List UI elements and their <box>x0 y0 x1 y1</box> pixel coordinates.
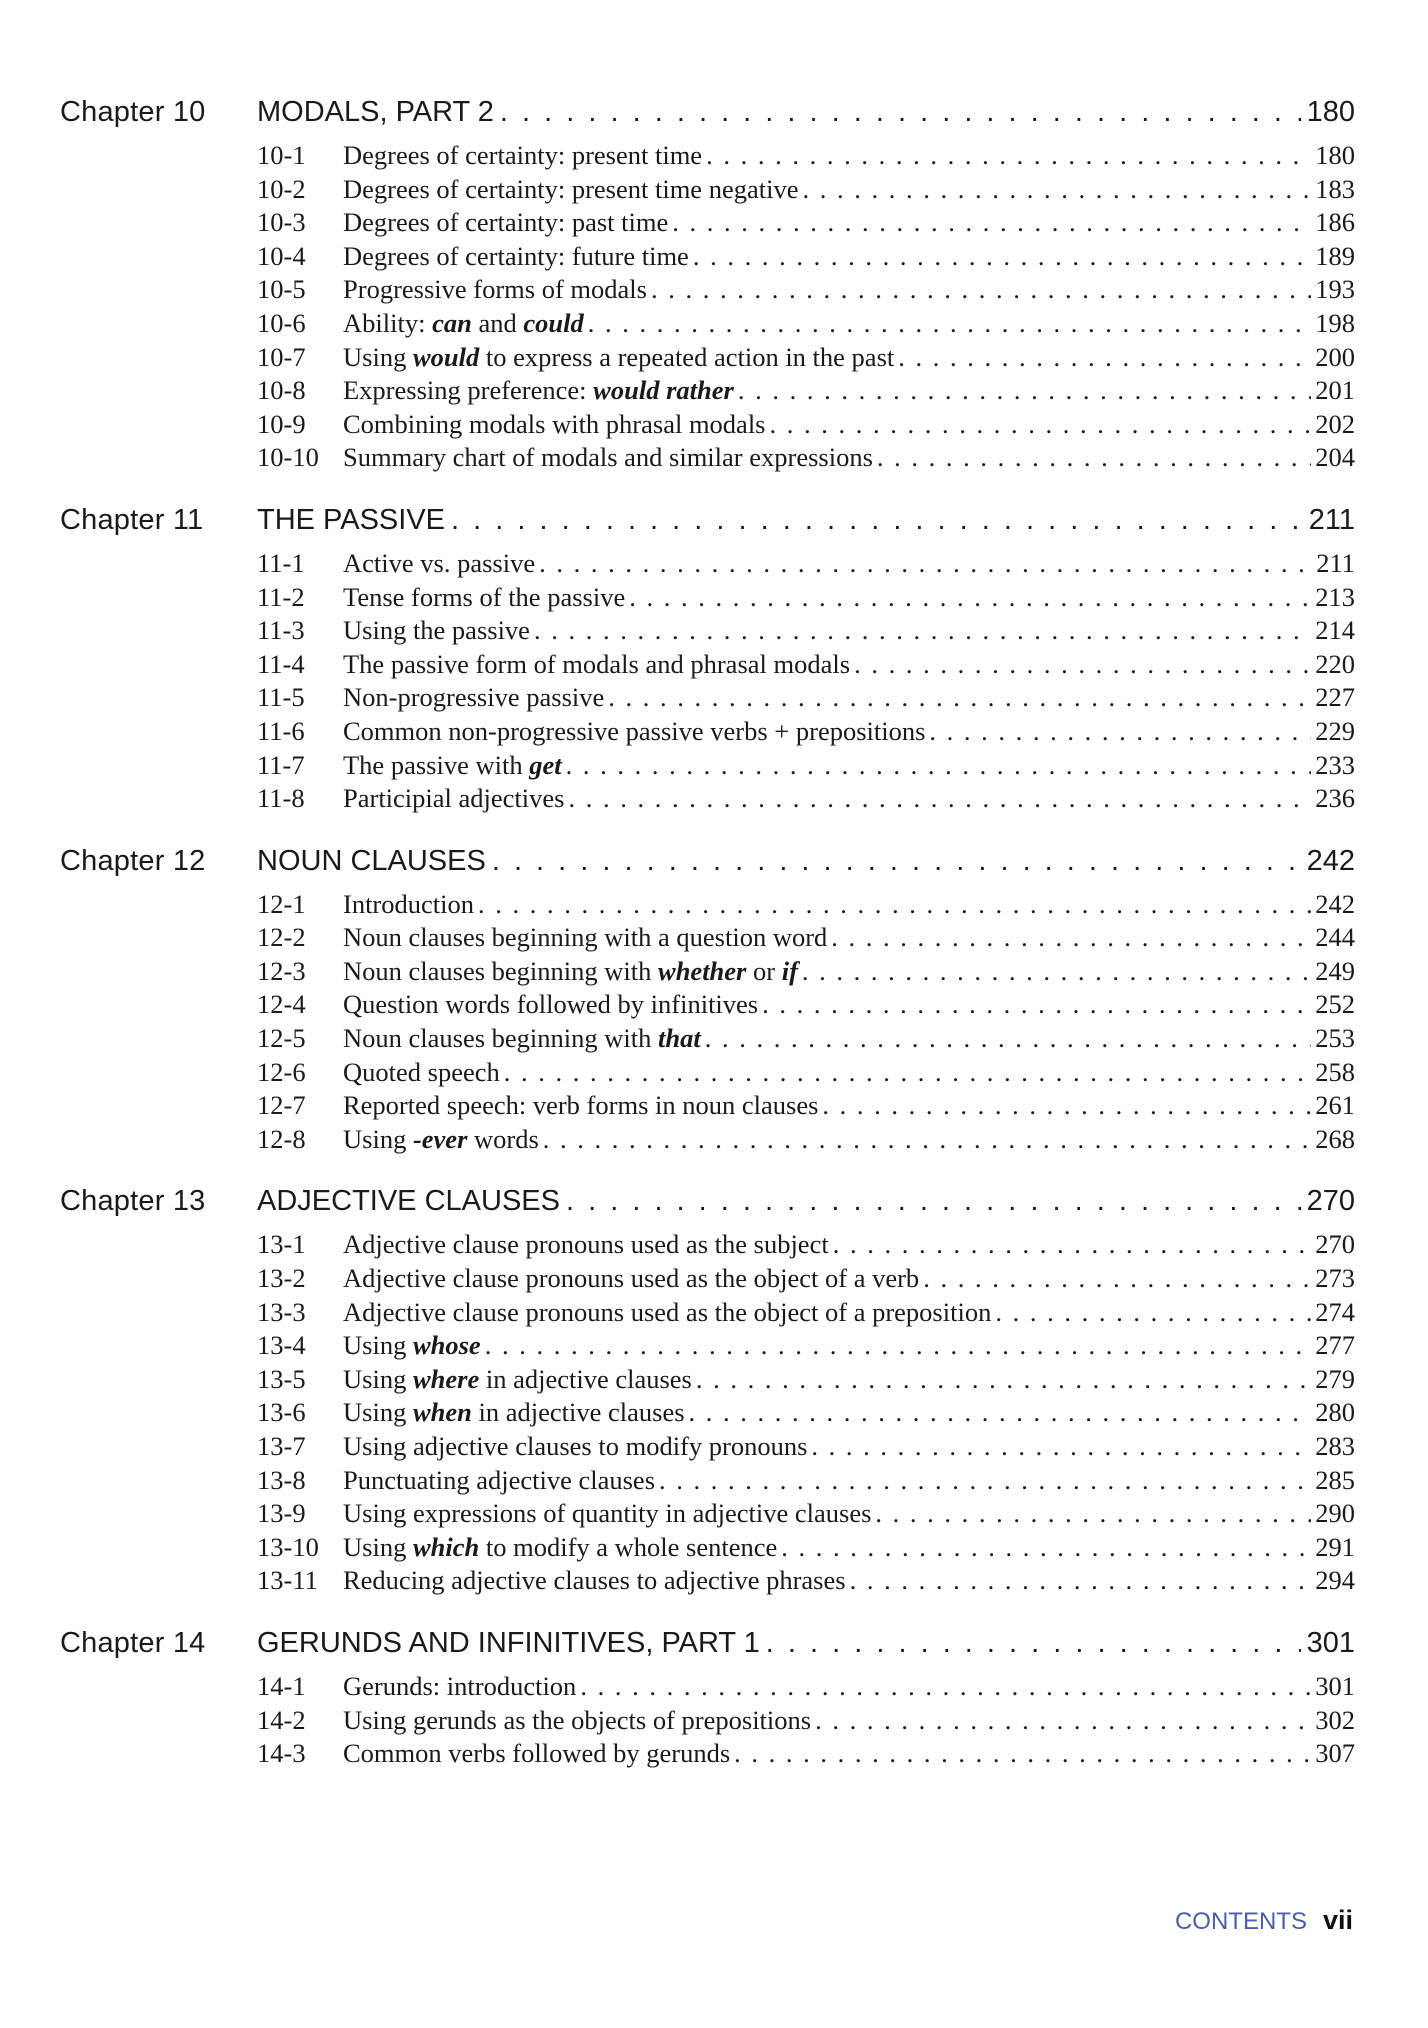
section-title-text: Using <box>343 1123 413 1154</box>
section-page-number: 242 <box>1315 888 1355 919</box>
section-number: 12-6 <box>257 1056 306 1087</box>
section-title <box>343 682 604 713</box>
section-title-text: Reported speech: verb forms in noun clauses <box>343 1090 819 1121</box>
dot-leader <box>451 504 1303 537</box>
section-title <box>343 1263 919 1294</box>
dot-leader <box>734 1738 1311 1769</box>
dot-leader <box>833 1229 1312 1260</box>
section-title-text: Adjective clause pronouns used as the object of a preposition <box>343 1296 992 1327</box>
dot-leader <box>566 750 1312 781</box>
section-number: 13-3 <box>257 1296 306 1327</box>
section-title <box>343 1057 500 1088</box>
section-page-number: 180 <box>1315 140 1355 170</box>
dot-leader <box>696 1364 1311 1395</box>
section-title <box>343 1738 730 1769</box>
section-title-text: to modify a whole sentence <box>479 1531 778 1562</box>
section-number: 13-9 <box>257 1498 306 1529</box>
dot-leader <box>898 342 1311 373</box>
page-footer <box>1175 1905 1353 1936</box>
section-title-text: to express a repeated action in the past <box>479 341 895 372</box>
chapter-label: Chapter 11 <box>60 503 204 536</box>
section-page-number: 273 <box>1315 1263 1355 1294</box>
dot-leader <box>923 1263 1311 1294</box>
section-title <box>343 649 850 680</box>
section-entry <box>257 1330 1355 1364</box>
section-number: 11-7 <box>257 749 305 780</box>
table-of-contents <box>60 96 1355 1800</box>
section-page-number: 244 <box>1315 922 1355 953</box>
emphasized-term: would <box>412 341 480 372</box>
section-number: 11-8 <box>257 783 305 814</box>
section-entry <box>257 783 1355 817</box>
section-entry <box>257 989 1355 1023</box>
section-number: 13-11 <box>257 1565 318 1596</box>
dot-leader <box>492 845 1301 878</box>
section-number: 12-5 <box>257 1023 306 1054</box>
section-number: 10-8 <box>257 375 306 406</box>
section-title-text: Noun clauses beginning with <box>343 955 659 986</box>
section-title <box>343 783 565 814</box>
dot-leader <box>500 96 1301 129</box>
section-title-text: Degrees of certainty: future time <box>343 240 689 271</box>
page-number: vii <box>1322 1905 1353 1935</box>
dot-leader <box>566 1185 1301 1218</box>
section-title-text: Using <box>343 1531 413 1562</box>
chapter-entry <box>60 845 1355 1158</box>
section-entry <box>257 1431 1355 1465</box>
section-title-text: in adjective clauses <box>479 1363 692 1394</box>
section-number: 13-6 <box>257 1397 306 1428</box>
section-page-number: 258 <box>1315 1056 1355 1087</box>
chapter-title: ADJECTIVE CLAUSES <box>257 1185 560 1218</box>
dot-leader <box>738 375 1311 406</box>
chapter-heading <box>60 1627 1355 1671</box>
section-title <box>343 615 530 646</box>
section-page-number: 249 <box>1315 955 1355 986</box>
section-title-text: Using <box>343 1330 413 1361</box>
emphasized-term: whose <box>412 1330 481 1361</box>
section-page-number: 201 <box>1315 375 1355 406</box>
dot-leader <box>822 1090 1311 1121</box>
section-page-number: 213 <box>1315 581 1355 612</box>
section-page-number: 280 <box>1315 1397 1355 1428</box>
dot-leader <box>504 1057 1312 1088</box>
dot-leader <box>659 1465 1311 1496</box>
chapter-page-number: 301 <box>1306 1626 1355 1659</box>
section-title-text: Common non-progressive passive verbs + prepositions <box>343 715 926 746</box>
section-entry <box>257 207 1355 241</box>
dot-leader <box>802 174 1311 205</box>
section-title-text: Ability: <box>343 307 433 338</box>
chapter-label: Chapter 13 <box>60 1185 206 1218</box>
section-entry <box>257 649 1355 683</box>
section-list <box>60 1229 1355 1599</box>
section-page-number: 277 <box>1315 1330 1355 1361</box>
section-number: 13-2 <box>257 1263 306 1294</box>
chapter-entry <box>60 1627 1355 1772</box>
section-page-number: 285 <box>1315 1464 1355 1495</box>
dot-leader <box>588 308 1312 339</box>
section-page-number: 279 <box>1315 1363 1355 1394</box>
section-entry <box>257 308 1355 342</box>
section-page-number: 204 <box>1315 442 1355 473</box>
section-entry <box>257 1297 1355 1331</box>
section-entry <box>257 716 1355 750</box>
section-entry <box>257 241 1355 275</box>
chapter-title: MODALS, PART 2 <box>257 96 494 128</box>
dot-leader <box>569 783 1312 814</box>
chapter-heading <box>60 1185 1355 1229</box>
section-number: 10-2 <box>257 173 306 204</box>
section-entry <box>257 1671 1355 1705</box>
section-title-text: Using <box>343 1397 413 1428</box>
section-number: 12-7 <box>257 1090 306 1121</box>
chapter-title: THE PASSIVE <box>257 503 446 536</box>
section-title <box>343 1431 807 1462</box>
dot-leader <box>706 140 1311 171</box>
section-title <box>343 1229 829 1260</box>
section-entry <box>257 1738 1355 1772</box>
section-page-number: 202 <box>1315 408 1355 439</box>
chapter-title: NOUN CLAUSES <box>257 844 486 877</box>
dot-leader <box>629 582 1311 613</box>
dot-leader <box>781 1532 1311 1563</box>
section-number: 12-1 <box>257 888 306 919</box>
section-list <box>60 548 1355 817</box>
dot-leader <box>580 1671 1311 1702</box>
section-title-text: or <box>746 955 782 986</box>
section-number: 13-7 <box>257 1431 306 1461</box>
section-page-number: 253 <box>1315 1023 1355 1054</box>
section-page-number: 229 <box>1315 715 1355 746</box>
section-title <box>343 375 734 406</box>
section-page-number: 211 <box>1316 547 1355 578</box>
emphasized-term: that <box>658 1023 701 1054</box>
section-entry <box>257 1465 1355 1499</box>
section-title-text: Using <box>343 341 413 372</box>
section-title <box>343 1565 846 1596</box>
section-title <box>343 342 894 373</box>
section-entry <box>257 1364 1355 1398</box>
section-title <box>343 989 758 1020</box>
chapter-entry <box>60 96 1355 476</box>
dot-leader <box>766 1627 1301 1660</box>
section-number: 10-5 <box>257 274 306 305</box>
section-title <box>343 1397 685 1428</box>
section-entry <box>257 1532 1355 1566</box>
section-entry <box>257 174 1355 208</box>
section-number: 12-4 <box>257 989 306 1020</box>
dot-leader <box>672 207 1311 238</box>
dot-leader <box>831 922 1311 953</box>
section-list <box>60 1671 1355 1772</box>
section-title-text: words <box>467 1123 539 1154</box>
emphasized-term: could <box>523 307 584 338</box>
section-list <box>60 140 1355 476</box>
section-title <box>343 207 668 238</box>
section-entry <box>257 582 1355 616</box>
dot-leader <box>875 1498 1311 1529</box>
section-entry <box>257 375 1355 409</box>
chapter-page-number: 270 <box>1306 1185 1355 1218</box>
section-page-number: 301 <box>1315 1670 1355 1701</box>
emphasized-term: -ever <box>412 1123 468 1154</box>
section-number: 10-1 <box>257 140 306 170</box>
section-page-number: 186 <box>1315 207 1355 238</box>
section-page-number: 270 <box>1315 1229 1355 1260</box>
section-entry <box>257 274 1355 308</box>
section-title <box>343 140 702 171</box>
chapter-page-number: 242 <box>1306 844 1355 877</box>
section-page-number: 198 <box>1315 307 1355 338</box>
section-title-text: Using the passive <box>343 615 530 646</box>
dot-leader <box>854 649 1311 680</box>
section-entry <box>257 1090 1355 1124</box>
section-number: 13-4 <box>257 1330 306 1361</box>
section-entry <box>257 342 1355 376</box>
section-page-number: 291 <box>1315 1531 1355 1562</box>
section-title <box>343 956 798 987</box>
section-title-text: Degrees of certainty: present time negative <box>343 173 799 204</box>
chapter-heading <box>60 845 1355 889</box>
section-title <box>343 409 766 440</box>
section-page-number: 183 <box>1315 173 1355 204</box>
dot-leader <box>543 1124 1311 1155</box>
section-number: 14-3 <box>257 1738 306 1769</box>
dot-leader <box>995 1297 1311 1328</box>
section-title-text: Using <box>343 1363 413 1394</box>
section-page-number: 236 <box>1315 783 1355 814</box>
emphasized-term: get <box>529 749 562 780</box>
section-title-text: Summary chart of modals and similar expressions <box>343 442 873 473</box>
dot-leader <box>608 682 1311 713</box>
section-title <box>343 750 562 781</box>
dot-leader <box>478 889 1311 920</box>
section-entry <box>257 140 1355 174</box>
section-page-number: 193 <box>1315 274 1355 305</box>
section-title <box>343 1465 655 1496</box>
section-title-text: Noun clauses beginning with <box>343 1023 659 1054</box>
section-entry <box>257 1263 1355 1297</box>
section-entry <box>257 1023 1355 1057</box>
section-title-text: Using gerunds as the objects of prepositions <box>343 1704 812 1735</box>
section-page-number: 268 <box>1315 1123 1355 1154</box>
section-title-text: Introduction <box>343 888 474 919</box>
section-page-number: 252 <box>1315 989 1355 1020</box>
section-number: 13-8 <box>257 1464 306 1495</box>
section-page-number: 283 <box>1315 1431 1355 1461</box>
section-number: 10-9 <box>257 408 306 439</box>
chapter-heading <box>60 504 1355 548</box>
section-number: 11-3 <box>257 615 305 646</box>
section-page-number: 220 <box>1315 648 1355 679</box>
dot-leader <box>815 1705 1311 1736</box>
dot-leader <box>877 442 1311 473</box>
section-title-text: and <box>471 307 524 338</box>
section-title-text: The passive form of modals and phrasal modals <box>343 648 851 679</box>
emphasized-term: where <box>412 1363 480 1394</box>
section-number: 10-4 <box>257 240 306 271</box>
dot-leader <box>534 615 1311 646</box>
section-title <box>343 1671 576 1702</box>
section-entry <box>257 1124 1355 1158</box>
section-title <box>343 922 827 953</box>
section-page-number: 214 <box>1315 615 1355 646</box>
section-title-text: Common verbs followed by gerunds <box>343 1738 731 1769</box>
dot-leader <box>651 274 1311 305</box>
section-entry <box>257 956 1355 990</box>
section-title-text: Punctuating adjective clauses <box>343 1464 656 1495</box>
dot-leader <box>539 548 1312 579</box>
section-number: 13-1 <box>257 1229 306 1260</box>
section-entry <box>257 409 1355 443</box>
section-title <box>343 1532 777 1563</box>
section-title-text: Quoted speech <box>343 1056 500 1087</box>
dot-leader <box>811 1431 1311 1462</box>
dot-leader <box>485 1330 1312 1361</box>
emphasized-term: when <box>412 1397 472 1428</box>
section-title-text: Degrees of certainty: present time <box>343 140 703 170</box>
section-title <box>343 1498 871 1529</box>
section-title-text: Noun clauses beginning with a question word <box>343 922 828 953</box>
section-number: 12-8 <box>257 1123 306 1154</box>
section-page-number: 189 <box>1315 240 1355 271</box>
section-number: 13-10 <box>257 1531 319 1562</box>
section-title-text: Active vs. passive <box>343 547 536 578</box>
dot-leader <box>689 1397 1312 1428</box>
section-title-text: Degrees of certainty: past time <box>343 207 669 238</box>
section-title-text: Non-progressive passive <box>343 682 605 713</box>
chapter-page-number: 180 <box>1306 96 1355 128</box>
chapter-label: Chapter 14 <box>60 1626 206 1659</box>
section-entry <box>257 750 1355 784</box>
section-entry <box>257 442 1355 476</box>
dot-leader <box>705 1023 1312 1054</box>
dot-leader <box>770 409 1312 440</box>
section-title <box>343 1023 701 1054</box>
chapter-title: GERUNDS AND INFINITIVES, PART 1 <box>257 1626 760 1659</box>
section-title <box>343 442 873 473</box>
chapter-page-number: 211 <box>1308 503 1355 536</box>
section-number: 12-2 <box>257 922 306 953</box>
section-page-number: 307 <box>1315 1738 1355 1769</box>
section-entry <box>257 682 1355 716</box>
section-title <box>343 308 584 339</box>
section-entry <box>257 548 1355 582</box>
emphasized-term: would rather <box>593 375 734 406</box>
section-number: 12-3 <box>257 955 306 986</box>
section-number: 10-3 <box>257 207 306 238</box>
section-title <box>343 582 625 613</box>
section-title <box>343 1090 818 1121</box>
section-title <box>343 716 925 747</box>
section-title-text: Adjective clause pronouns used as the object of a verb <box>343 1263 920 1294</box>
section-number: 13-5 <box>257 1363 306 1394</box>
section-title <box>343 1705 811 1736</box>
section-title <box>343 274 647 305</box>
section-title-text: in adjective clauses <box>471 1397 685 1428</box>
section-page-number: 261 <box>1315 1090 1355 1121</box>
section-title <box>343 1364 692 1395</box>
section-number: 11-6 <box>257 715 305 746</box>
section-entry <box>257 1498 1355 1532</box>
section-page-number: 233 <box>1315 749 1355 780</box>
section-entry <box>257 1705 1355 1739</box>
chapter-entry <box>60 1185 1355 1599</box>
section-title-text: The passive with <box>343 749 530 780</box>
section-title <box>343 1297 991 1328</box>
section-entry <box>257 615 1355 649</box>
section-title-text: Combining modals with phrasal modals <box>343 408 766 439</box>
section-entry <box>257 1397 1355 1431</box>
section-title-text: Reducing adjective clauses to adjective phrases <box>343 1565 846 1596</box>
section-title-text: Using adjective clauses to modify pronouns <box>343 1431 808 1461</box>
dot-leader <box>762 989 1311 1020</box>
section-number: 11-1 <box>257 547 305 578</box>
section-title <box>343 889 474 920</box>
section-title <box>343 548 535 579</box>
section-number: 11-5 <box>257 682 305 713</box>
section-title <box>343 174 798 205</box>
section-number: 11-2 <box>257 581 305 612</box>
section-title <box>343 1124 539 1155</box>
section-page-number: 274 <box>1315 1296 1355 1327</box>
section-title-text: Participial adjectives <box>343 783 565 814</box>
dot-leader <box>850 1565 1312 1596</box>
section-entry <box>257 1229 1355 1263</box>
section-title-text: Tense forms of the passive <box>343 581 626 612</box>
section-entry <box>257 1565 1355 1599</box>
section-entry <box>257 889 1355 923</box>
section-number: 14-2 <box>257 1704 306 1735</box>
chapter-label: Chapter 10 <box>60 96 206 128</box>
chapter-label: Chapter 12 <box>60 844 206 877</box>
chapter-entry <box>60 504 1355 817</box>
section-entry <box>257 1057 1355 1091</box>
section-title <box>343 241 689 272</box>
dot-leader <box>693 241 1311 272</box>
dot-leader <box>802 956 1311 987</box>
section-number: 11-4 <box>257 648 305 679</box>
section-title-text: Adjective clause pronouns used as the subject <box>343 1229 829 1260</box>
emphasized-term: can <box>432 307 472 338</box>
section-number: 10-7 <box>257 341 306 372</box>
section-page-number: 302 <box>1315 1704 1355 1735</box>
footer-label: CONTENTS <box>1174 1908 1307 1935</box>
emphasized-term: whether <box>658 955 747 986</box>
section-number: 10-10 <box>257 442 319 473</box>
chapter-heading <box>60 96 1355 140</box>
section-title-text: Gerunds: introduction <box>343 1670 577 1701</box>
emphasized-term: if <box>781 955 798 986</box>
section-title-text: Expressing preference: <box>343 375 594 406</box>
section-page-number: 294 <box>1315 1565 1355 1596</box>
section-entry <box>257 922 1355 956</box>
emphasized-term: which <box>412 1531 480 1562</box>
section-title <box>343 1330 481 1361</box>
section-page-number: 200 <box>1315 341 1355 372</box>
section-list <box>60 889 1355 1158</box>
section-page-number: 290 <box>1315 1498 1355 1529</box>
section-number: 14-1 <box>257 1670 306 1701</box>
dot-leader <box>929 716 1311 747</box>
section-number: 10-6 <box>257 307 306 338</box>
section-page-number: 227 <box>1315 682 1355 713</box>
section-title-text: Progressive forms of modals <box>343 274 647 305</box>
section-title-text: Question words followed by infinitives <box>343 989 759 1020</box>
section-title-text: Using expressions of quantity in adjective clauses <box>343 1498 872 1529</box>
